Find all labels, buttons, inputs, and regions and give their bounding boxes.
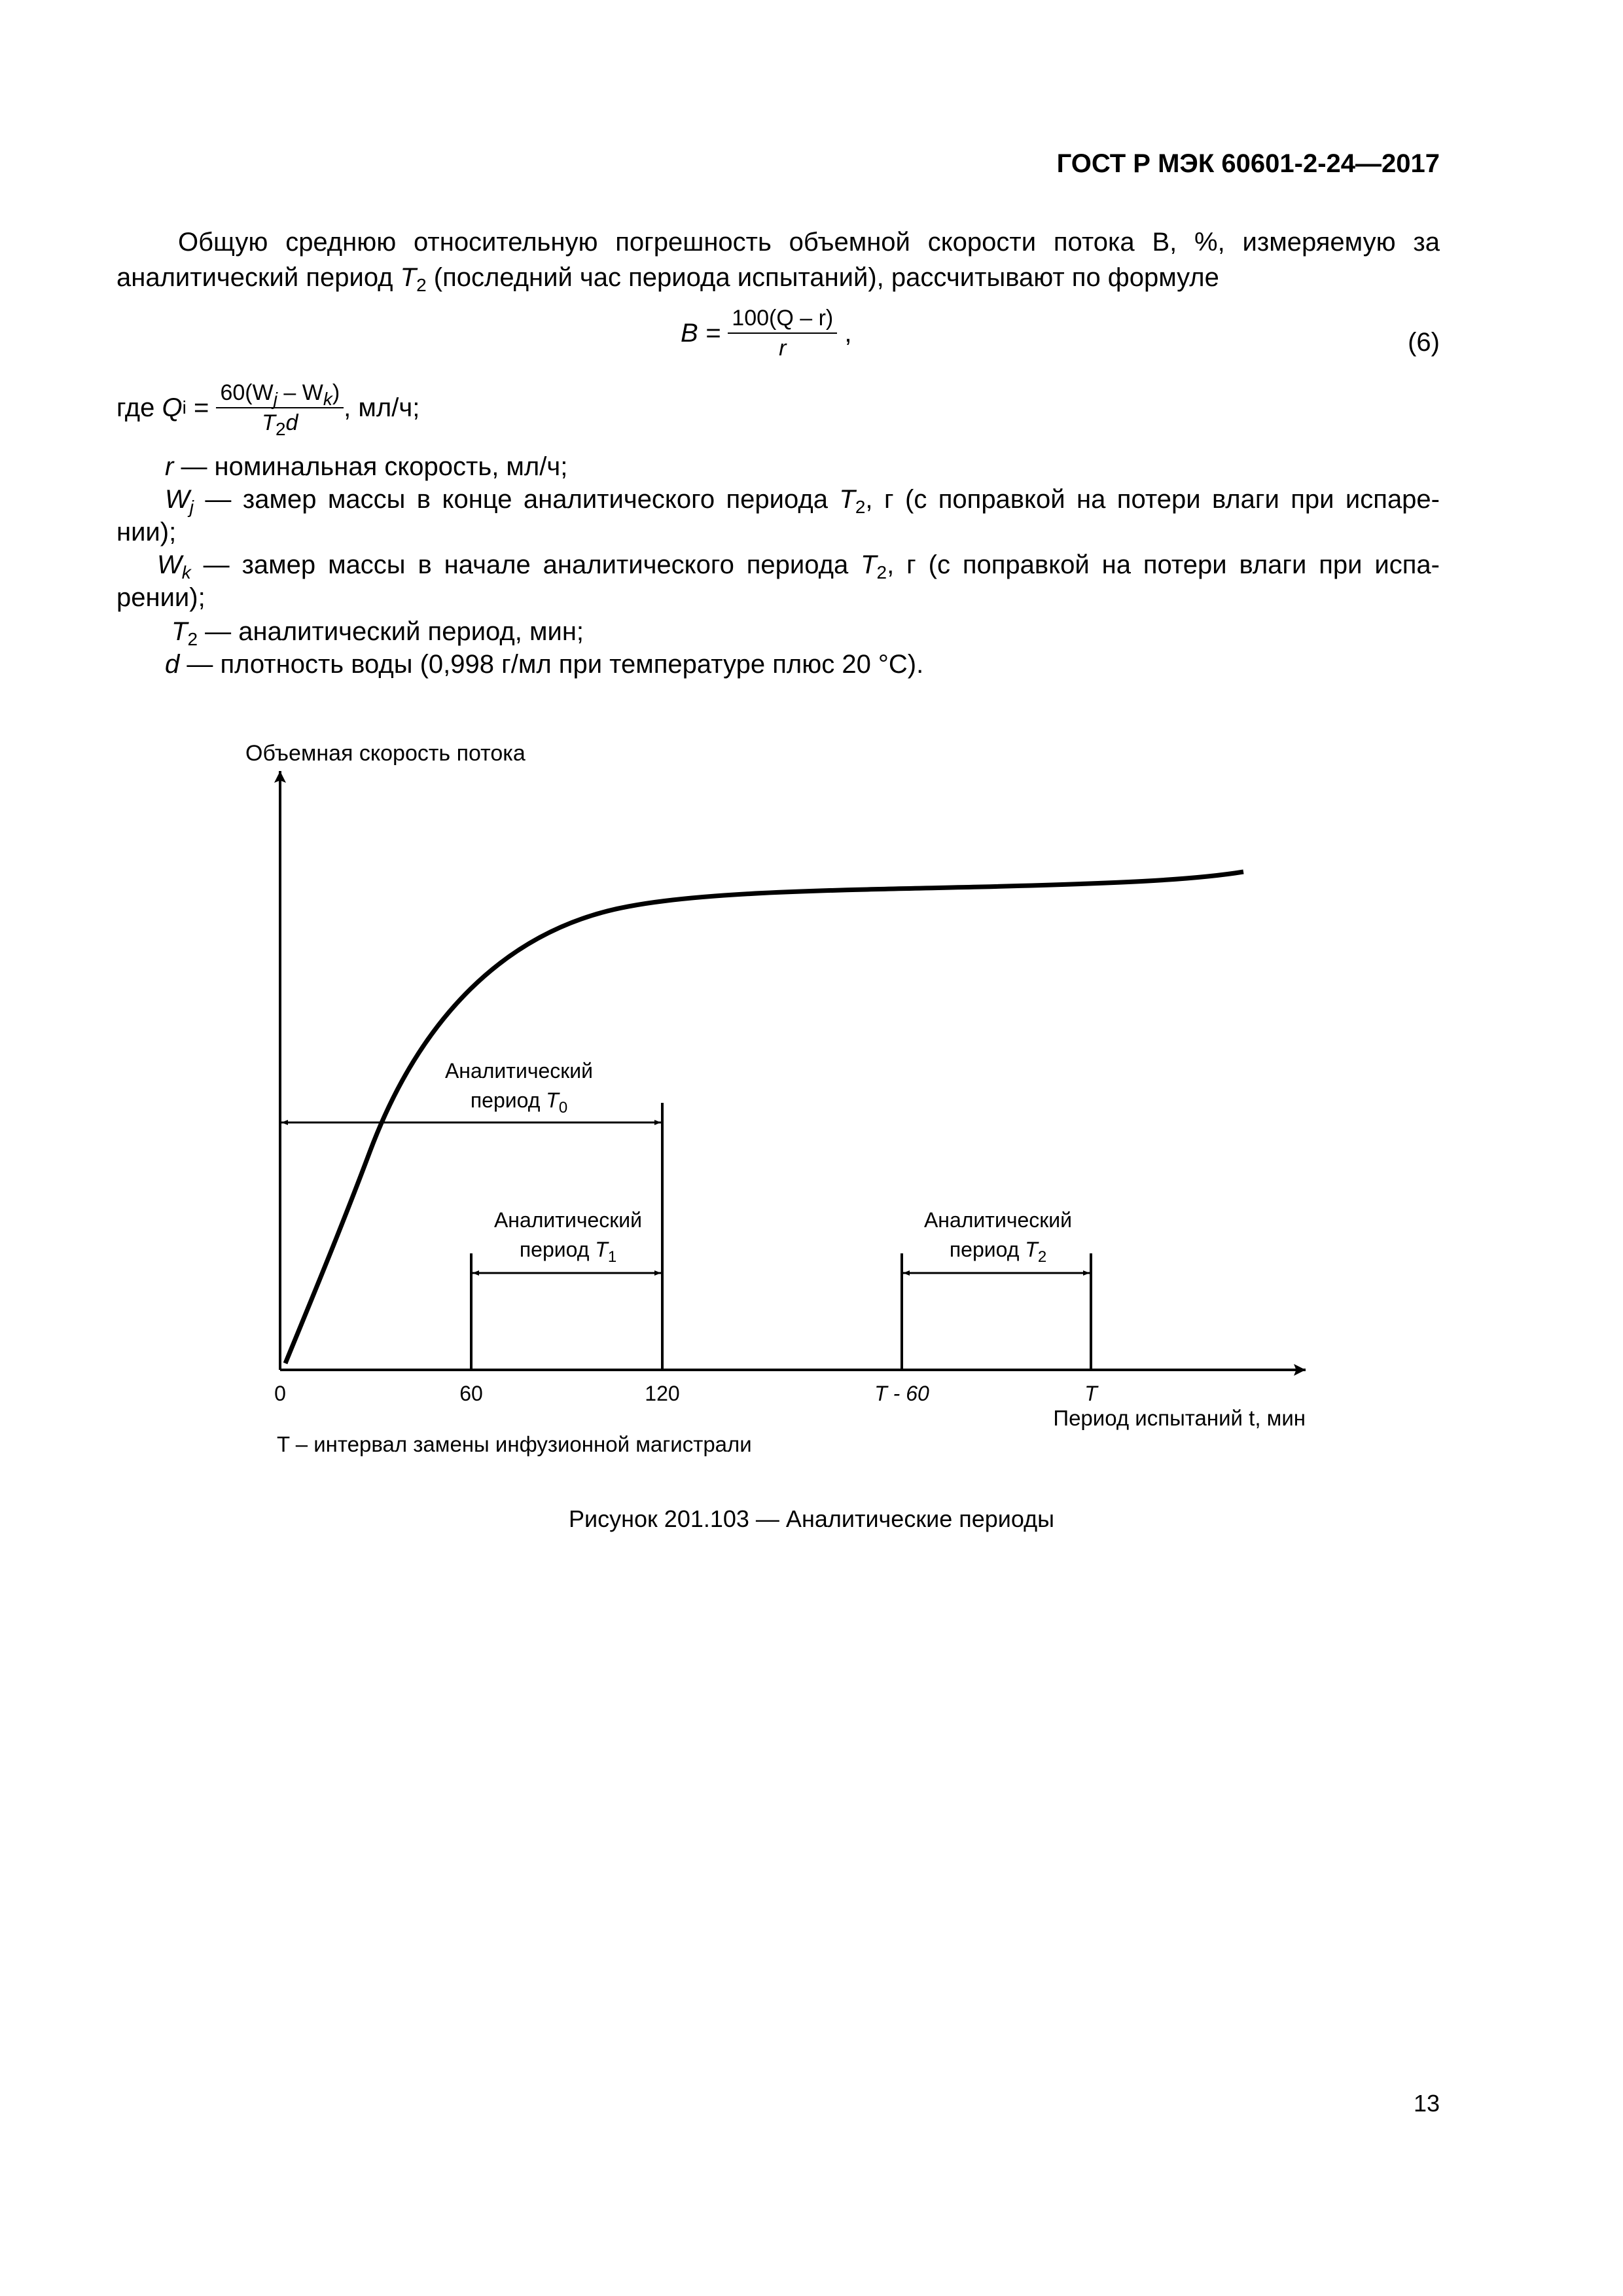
period-t1 xyxy=(473,1208,661,1273)
x-tick-t-60: T - 60 xyxy=(874,1382,929,1405)
formula-trail: , xyxy=(844,319,852,348)
where-clause: где Qi = $\frac{60(W_j - W_k)}{T_2d}$ , мл/ч; xyxy=(116,380,420,439)
def-wk: $W_k$ — замер массы в начале аналитического периода $T_2$, г (с поправкой на потери влаги при испа- xyxy=(157,550,1440,583)
intro-line-2: аналитический период $T_2$ (последний час периода испытаний), рассчитывают по формуле xyxy=(116,263,1219,295)
x-tick-t: T xyxy=(1084,1382,1097,1405)
x-tick-60: 60 xyxy=(459,1382,483,1405)
def-t2: $T_2$ — аналитический период, мин; xyxy=(171,617,584,649)
intro-line-1-text: Общую среднюю относительную погрешность объемной скорости потока B, %, измеряемую за xyxy=(178,228,1440,257)
figure-note: T – интервал замены инфузионной магистрали xyxy=(277,1432,752,1456)
period-t0 xyxy=(281,1059,661,1122)
page-number: 13 xyxy=(1413,2090,1440,2117)
where-denominator: $T_2d$ xyxy=(262,410,298,439)
def-wj: $W_j$ — замер массы в конце аналитического периода $T_2$, г (с поправкой на потери влаги при испаре- xyxy=(165,485,1440,517)
y-axis-label: Объемная скорость потока xyxy=(245,741,526,766)
period-t2-label-1: Аналитический xyxy=(923,1208,1073,1232)
period-t0-label-2: период $T_0$ xyxy=(470,1088,568,1117)
x-tick-0: 0 xyxy=(274,1382,286,1405)
formula-lhs: B = xyxy=(681,319,721,348)
period-t2 xyxy=(903,1208,1090,1273)
x-axis-label: Период испытаний t, мин xyxy=(1053,1406,1306,1430)
figure-caption: Рисунок 201.103 — Аналитические периоды xyxy=(569,1505,1054,1532)
flow-rate-curve xyxy=(285,872,1243,1363)
period-t2-label-2: период $T_2$ xyxy=(949,1238,1047,1266)
formula-denominator: r xyxy=(779,336,787,361)
def-d: d — плотность воды (0,998 г/мл при температуре плюс 20 °С). xyxy=(165,650,924,679)
def-wj-cont: нии); xyxy=(116,518,177,547)
document-code: ГОСТ Р МЭК 60601-2-24—2017 xyxy=(1056,149,1440,178)
period-t1-label-1: Аналитический xyxy=(493,1208,643,1232)
period-t0-label-1: Аналитический xyxy=(444,1059,594,1083)
def-r: r — номинальная скорость, мл/ч; xyxy=(165,452,568,481)
formula-numerator: 100(Q – r) xyxy=(728,305,837,334)
def-wk-cont: рении); xyxy=(116,583,205,612)
where-numerator: $60(W_j - W_k)$ xyxy=(216,380,344,408)
formula-number: (6) xyxy=(1408,328,1440,357)
period-t1-label-2: период $T_1$ xyxy=(519,1238,617,1266)
x-tick-120: 120 xyxy=(645,1382,680,1405)
